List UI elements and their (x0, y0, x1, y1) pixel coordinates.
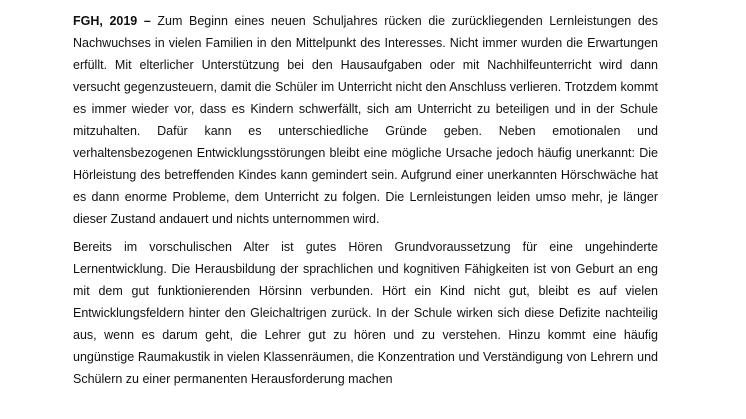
document-page (73, 10, 658, 396)
paragraph-2-text: Bereits im vorschulischen Alter ist gutes Hören Grundvoraussetzung für eine ungehinderte Lernentwicklung. Die Herausbildung der sprachlichen und kognitiven Fähigkeiten ist von Geburt an eng mit dem gut funktionierenden Hörsinn verbunden. Hört ein Kind nicht gut, bleibt es auf vielen Entwicklungsfeldern hinter den Gleichaltrigen zurück. In der Schule wirken sich diese Defizite nachteilig aus, wenn es darum geht, die Lehrer gut zu hören und zu verstehen. Hinzu kommt eine häufig ungünstige Raumakustik in vielen Klassenräumen, die Konzentration und Verständigung von Lehrern und Schülern zu einer permanenten Herausforderung machen (73, 240, 658, 386)
paragraph-1-text: Zum Beginn eines neuen Schuljahres rücken die zurückliegenden Lernleistungen des Nachwuchses in vielen Familien in den Mittelpunkt des Interesses. Nicht immer wurden die Erwartungen erfüllt. Mit elterlicher Unterstützung bei den Hausaufgaben oder mit Nachhilfeunterricht wird dann versucht gegenzusteuern, damit die Schüler im Unterricht nicht den Anschluss verlieren. Trotzdem kommt es immer wieder vor, dass es Kindern schwerfällt, sich am Unterricht zu beteiligen und in der Schule mitzuhalten. Dafür kann es unterschiedliche Gründe geben. Neben emotionalen und verhaltensbezogenen Entwicklungsstörungen bleibt eine mögliche Ursache jedoch häufig unerkannt: Die Hörleistung des betreffenden Kindes kann gemindert sein. Aufgrund einer unerkannten Hörschwäche hat es dann enorme Probleme, dem Unterricht zu folgen. Die Lernleistungen leiden umso mehr, je länger dieser Zustand andauert und nichts unternommen wird. (73, 14, 658, 226)
dateline: FGH, 2019 – (73, 14, 151, 28)
paragraph-1 (73, 10, 658, 230)
paragraph-2 (73, 236, 658, 390)
